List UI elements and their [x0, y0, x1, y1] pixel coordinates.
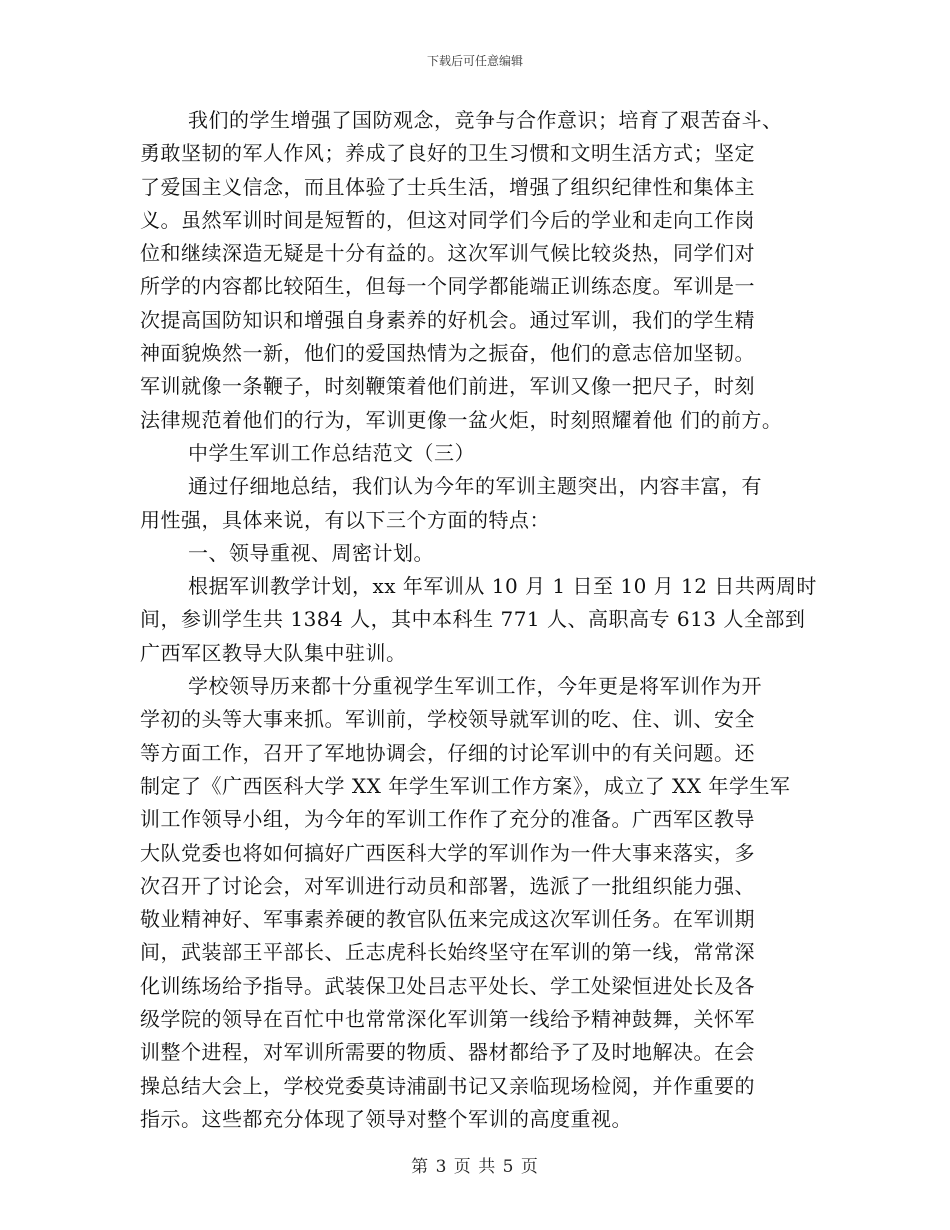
heading-text: 中学生军训工作总结范文（三）	[188, 440, 475, 465]
heading-text: 一、领导重视、周密计划。	[188, 540, 434, 565]
text-line: 化训练场给予指导。武装保卫处吕志平处长、学工处梁恒进处长及各	[140, 973, 755, 998]
text-line: 通过仔细地总结，我们认为今年的军训主题突出，内容丰富，有	[188, 474, 762, 499]
text-line: 了爱国主义信念，而且体验了士兵生活，增强了组织纪律性和集体主	[140, 174, 755, 199]
text-line: 操总结大会上，学校党委莫诗浦副书记又亲临现场检阅，并作重要的	[140, 1073, 755, 1098]
text-line: 制定了《广西医科大学 XX 年学生军训工作方案》，成立了 XX 年学生军	[140, 773, 791, 798]
paragraph	[140, 104, 820, 437]
paragraph	[140, 670, 820, 1136]
text-line: 用性强，具体来说，有以下三个方面的特点：	[140, 507, 550, 532]
text-line: 广西军区教导大队集中驻训。	[140, 640, 407, 665]
text-line: 大队党委也将如何搞好广西医科大学的军训作为一件大事来落实，多	[140, 840, 755, 865]
text-line: 法律规范着他们的行为，军训更像一盆火炬，时刻照耀着他 们的前方。	[140, 407, 783, 432]
text-line: 训工作领导小组，为今年的军训工作作了充分的准备。广西军区教导	[140, 807, 755, 832]
text-line: 军训就像一条鞭子，时刻鞭策着他们前进，军训又像一把尺子，时刻	[140, 374, 755, 399]
text-line: 次召开了讨论会，对军训进行动员和部署，选派了一批组织能力强、	[140, 873, 755, 898]
text-line: 次提高国防知识和增强自身素养的好机会。通过军训，我们的学生精	[140, 307, 755, 332]
text-line: 勇敢坚韧的军人作风；养成了良好的卫生习惯和文明生活方式；坚定	[140, 141, 755, 166]
text-line: 敬业精神好、军事素养硬的教官队伍来完成这次军训任务。在军训期	[140, 907, 755, 932]
text-line: 间，参训学生共 1384 人，其中本科生 771 人、高职高专 613 人全部到	[140, 607, 806, 632]
text-line: 神面貌焕然一新，他们的爱国热情为之振奋，他们的意志倍加坚韧。	[140, 341, 755, 366]
text-line: 根据军训教学计划，xx 年军训从 10 月 1 日至 10 月 12 日共两周时	[188, 574, 817, 599]
text-line: 义。虽然军训时间是短暂的，但这对同学们今后的学业和走向工作岗	[140, 207, 755, 232]
text-line: 指示。这些都充分体现了领导对整个军训的高度重视。	[140, 1106, 632, 1131]
text-line: 学初的头等大事来抓。军训前，学校领导就军训的吃、住、训、安全	[140, 707, 755, 732]
document-body	[140, 104, 820, 1136]
paragraph	[140, 570, 820, 670]
text-line: 训整个进程，对军训所需要的物质、器材都给予了及时地解决。在会	[140, 1040, 755, 1065]
header-note: 下载后可任意编辑	[426, 54, 523, 68]
text-line: 所学的内容都比较陌生，但每一个同学都能端正训练态度。军训是一	[140, 274, 755, 299]
text-line: 学校领导历来都十分重视学生军训工作，今年更是将军训作为开	[188, 674, 762, 699]
text-line: 等方面工作，召开了军地协调会，仔细的讨论军训中的有关问题。还	[140, 740, 755, 765]
page-number: 第 3 页 共 5 页	[411, 1157, 539, 1177]
text-line: 间，武装部王平部长、丘志虎科长始终坚守在军训的第一线，常常深	[140, 940, 755, 965]
subsection-heading	[140, 537, 820, 570]
section-heading	[140, 437, 820, 470]
text-line: 位和继续深造无疑是十分有益的。这次军训气候比较炎热，同学们对	[140, 241, 755, 266]
paragraph	[140, 470, 820, 537]
text-line: 级学院的领导在百忙中也常常深化军训第一线给予精神鼓舞，关怀军	[140, 1007, 755, 1032]
text-line: 我们的学生增强了国防观念，竞争与合作意识；培育了艰苦奋斗、	[188, 108, 783, 132]
